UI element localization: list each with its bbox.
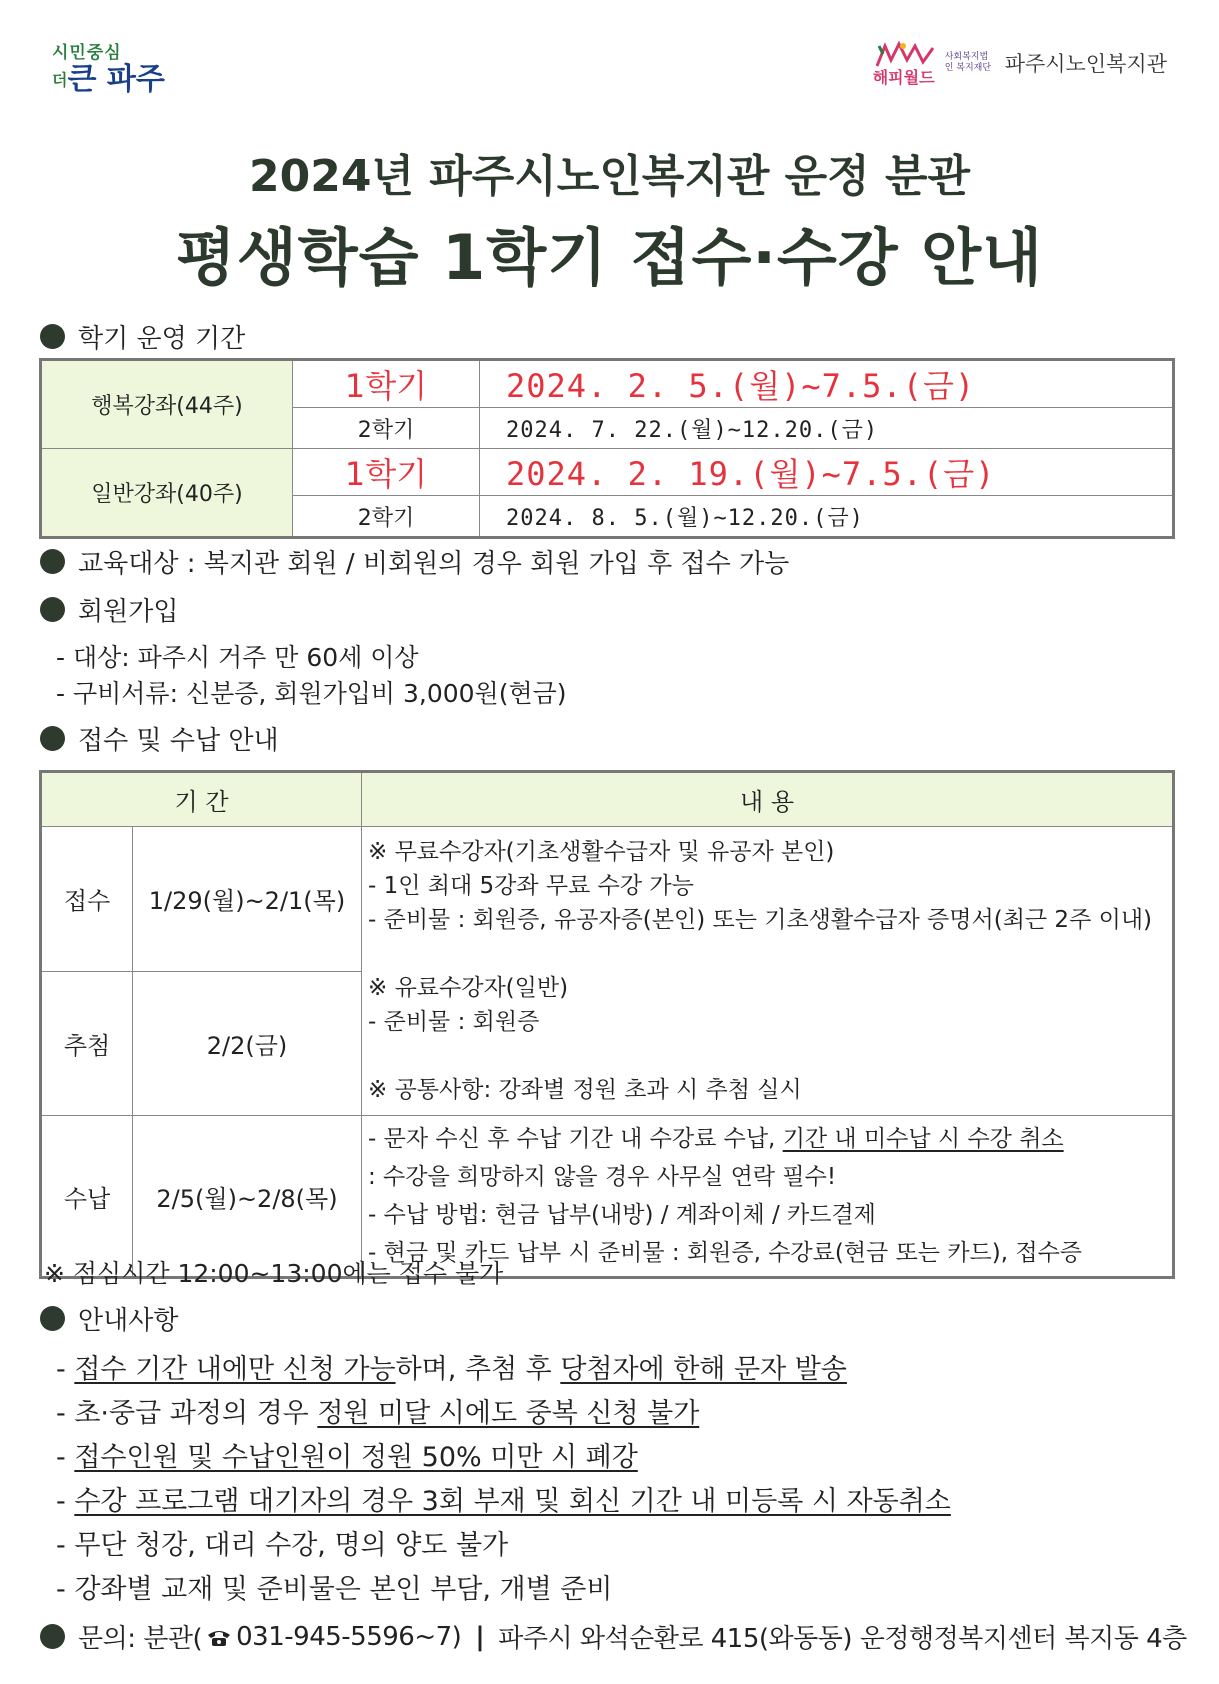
semester-cell: 1학기 — [293, 449, 480, 496]
bullet-icon — [40, 324, 65, 349]
bullet-icon — [40, 726, 65, 751]
contact-separator: | — [475, 1621, 485, 1652]
city-logo-small: 더 — [52, 70, 68, 90]
membership-line: - 구비서류: 신분증, 회원가입비 3,000원(현금) — [56, 679, 567, 708]
notice-line: - 접수 기간 내에만 신청 가능하며, 추첨 후 당첨자에 한해 문자 발송 — [56, 1354, 847, 1385]
section-heading: 접수 및 수납 안내 — [78, 726, 279, 756]
lunch-note: ※ 점심시간 12:00~13:00에는 접수 불가 — [44, 1259, 504, 1288]
section-heading: 회원가입 — [78, 597, 179, 627]
contact-address: 파주시 와석순환로 415(와동동) 운정행정복지센터 복지동 4층 — [498, 1624, 1187, 1654]
section-target — [40, 543, 789, 580]
section-heading: 학기 운영 기간 — [78, 324, 246, 354]
bullet-icon — [40, 1306, 65, 1331]
table-row — [41, 360, 1174, 408]
kind-cell: 추첨 — [41, 971, 133, 1116]
org-mark-name: 해피월드 — [872, 68, 935, 87]
notice-line: - 수강 프로그램 대기자의 경우 3회 부재 및 회신 기간 내 미등록 시 자동취소 — [56, 1486, 951, 1517]
period-cell: 1/29(월)~2/1(목) — [133, 827, 362, 972]
semester-cell: 2학기 — [293, 496, 480, 538]
course-cell: 일반강좌(40주) — [41, 449, 293, 538]
content-cell: - 문자 수신 후 수납 기간 내 수강료 수납, 기간 내 미수납 시 수강 취소 : 수강을 희망하지 않을 경우 사무실 연락 필수! - 수납 방법: 현금 납부(내방) / 계좌이체 / 카드결제 - 현금 및 카드 납부 시 준비물 : 회원증, 수강료(현금 또는 카드), 접수증 — [362, 1116, 1174, 1278]
section-heading: 안내사항 — [78, 1306, 179, 1336]
city-logo-big: 큰 파주 — [67, 62, 165, 97]
notice-line: - 무단 청강, 대리 수강, 명의 양도 불가 — [56, 1530, 509, 1561]
membership-line: - 대상: 파주시 거주 만 60세 이상 — [56, 643, 419, 672]
city-logo — [52, 38, 165, 98]
date-cell: 2024. 7. 22.(월)~12.20.(금) — [480, 408, 1174, 449]
content-cell: ※ 무료수강자(기초생활수급자 및 유공자 본인) - 1인 최대 5강좌 무료 수강 가능 - 준비물 : 회원증, 유공자증(본인) 또는 기초생활수급자 증명서(최근 2주 이내) ※ 유료수강자(일반) - 준비물 : 회원증 ※ 공통사항: 강좌별 정원 초과 시 추첨 실시 — [362, 827, 1174, 1116]
semester-cell: 1학기 — [293, 360, 480, 408]
section-semester — [40, 318, 245, 355]
period-cell: 2/2(금) — [133, 971, 362, 1116]
contact-phone: 031-945-5596~7) — [236, 1621, 462, 1652]
bullet-icon — [40, 1624, 65, 1649]
notice-line: - 강좌별 교재 및 준비물은 본인 부담, 개별 준비 — [56, 1574, 613, 1605]
semester-table — [39, 358, 1175, 539]
phone-icon — [206, 1627, 232, 1647]
bullet-icon — [40, 549, 65, 574]
page-title-line2: 평생학습 1학기 접수·수강 안내 — [175, 221, 1044, 294]
notice-line: - 접수인원 및 수납인원이 정원 50% 미만 시 폐강 — [56, 1442, 638, 1473]
city-logo-line1: 시민중심 — [52, 43, 122, 63]
reception-table — [39, 770, 1175, 1279]
kind-cell: 접수 — [41, 827, 133, 972]
section-membership — [40, 591, 178, 628]
column-header-content: 내 용 — [362, 772, 1174, 827]
course-cell: 행복강좌(44주) — [41, 360, 293, 449]
period-cell: 2/5(월)~2/8(목) — [133, 1116, 362, 1278]
contact-label: 문의: 분관( — [78, 1624, 203, 1654]
org-small-text: 사회복지법인 복지재단 — [944, 52, 992, 73]
table-row — [41, 827, 1174, 972]
kind-cell: 수납 — [41, 1116, 133, 1278]
bullet-icon — [40, 597, 65, 622]
semester-cell: 2학기 — [293, 408, 480, 449]
date-cell: 2024. 8. 5.(월)~12.20.(금) — [480, 496, 1174, 538]
table-header-row — [41, 772, 1174, 827]
contact-info — [40, 1618, 1187, 1655]
date-cell: 2024. 2. 5.(월)~7.5.(금) — [480, 360, 1174, 408]
happyworld-logo-icon — [873, 40, 937, 70]
org-logo — [873, 40, 1167, 86]
section-reception — [40, 720, 279, 757]
table-row — [41, 449, 1174, 496]
notice-line: - 초·중급 과정의 경우 정원 미달 시에도 중복 신청 불가 — [56, 1398, 700, 1429]
page-title-line1: 2024년 파주시노인복지관 운정 분관 — [249, 151, 970, 202]
target-text: 교육대상 : 복지관 회원 / 비회원의 경우 회원 가입 후 접수 가능 — [78, 549, 790, 579]
section-notice — [40, 1300, 178, 1337]
column-header-period: 기 간 — [41, 772, 362, 827]
org-name: 파주시노인복지관 — [1004, 52, 1167, 76]
date-cell: 2024. 2. 19.(월)~7.5.(금) — [480, 449, 1174, 496]
